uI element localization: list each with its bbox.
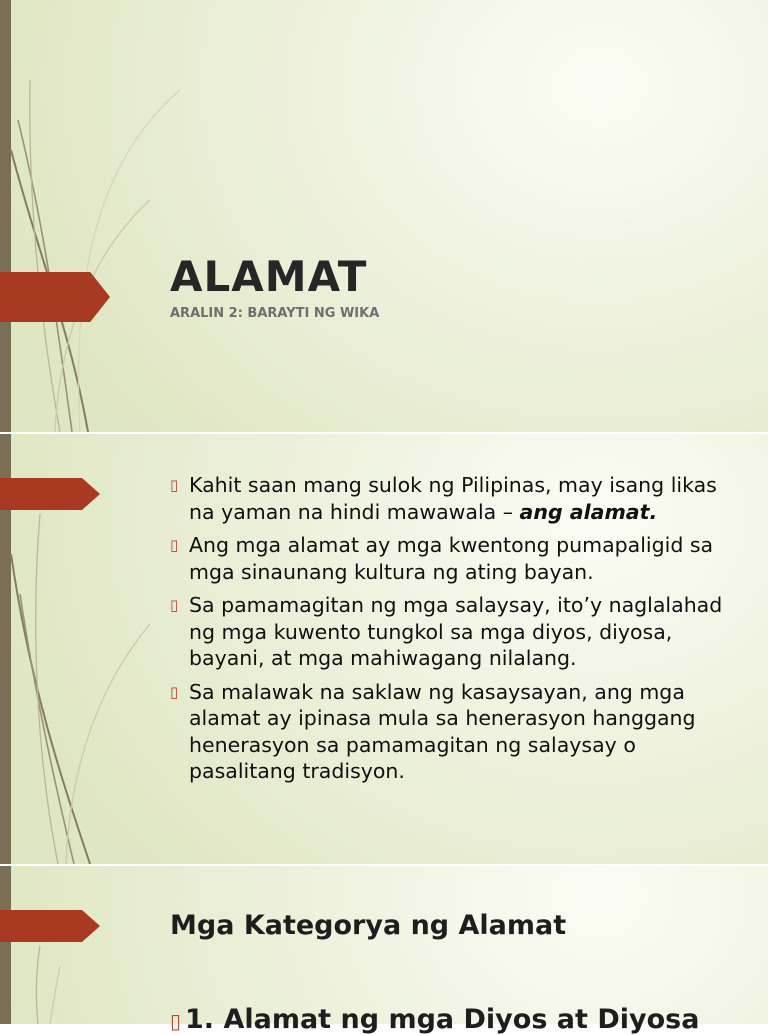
slide-title[interactable] xyxy=(0,0,768,432)
list-item xyxy=(170,472,730,525)
bullet-emphasis: ang alamat. xyxy=(519,499,658,524)
square-bullet-icon: ▯ xyxy=(170,1009,182,1033)
accent-arrow xyxy=(0,272,110,322)
bullet-text: Sa malawak na saklaw ng kasaysayan, ang mga alamat ay ipinasa mula sa henerasyon hanggang henerasyon sa pamamagitan ng salaysay o pasalitang tradisyon. xyxy=(189,679,696,783)
square-bullet-icon: ▯ xyxy=(170,596,179,614)
slide-categories[interactable] xyxy=(0,866,768,1024)
slide-title-text: ALAMAT xyxy=(170,252,368,301)
decorative-curves xyxy=(0,866,200,1024)
square-bullet-icon: ▯ xyxy=(170,682,179,701)
bullet-text: Sa pamamagitan ng mga salaysay, ito’y naglalahad ng mga kuwento tungkol sa mga diyos, diyosa, bayani, at mga mahiwagang nilalang. xyxy=(189,593,723,670)
square-bullet-icon: ▯ xyxy=(170,476,179,494)
category-item-text: 1. Alamat ng mga Diyos at Diyosa xyxy=(185,1004,700,1035)
list-item xyxy=(170,532,730,585)
list-item xyxy=(170,592,730,672)
slide-subtitle: ARALIN 2: BARAYTI NG WIKA xyxy=(170,306,380,321)
slide-heading: Mga Kategorya ng Alamat xyxy=(170,910,567,941)
bullet-list xyxy=(170,472,730,792)
accent-arrow xyxy=(0,910,100,942)
square-bullet-icon: ▯ xyxy=(170,536,179,554)
accent-arrow xyxy=(0,478,100,510)
list-item xyxy=(170,1004,699,1035)
bullet-text: Kahit saan mang sulok ng Pilipinas, may isang likas na yaman na hindi mawawala – xyxy=(189,473,717,524)
decorative-curves xyxy=(0,0,200,432)
list-item xyxy=(170,679,730,785)
bullet-text: Ang mga alamat ay mga kwentong pumapaligid sa mga sinaunang kultura ng ating bayan. xyxy=(189,533,714,584)
